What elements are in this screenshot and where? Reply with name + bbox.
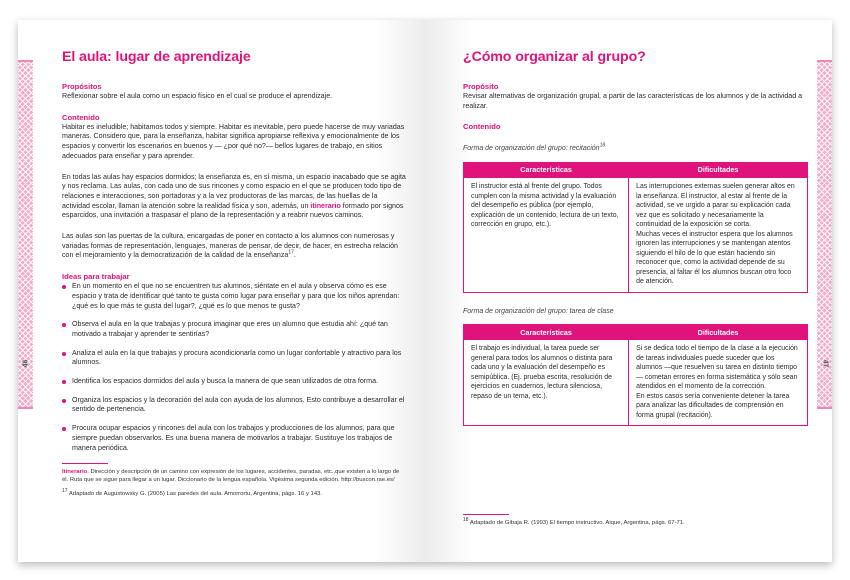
decorative-pattern-strip [18, 60, 33, 409]
cell-paragraph: En estos casos sería conveniente detener la tarea para analizar las dificultades de comprensión en forma grupal (recitación). [636, 392, 790, 419]
tarea-de-clase-table [463, 324, 808, 426]
page-number: 47 [821, 359, 829, 368]
table-header-row [464, 163, 808, 178]
decorative-pattern-strip [817, 60, 832, 409]
table-cell: El instructor está al frente del grupo. Todos cumplen con la misma actividad y la evaluación del desempeño es pública (por ejemplo, explicación de un contenido, lectura de un texto, corrección en grupo, etc.). [464, 178, 629, 293]
table-cell: El trabajo es individual, la tarea puede ser general para todos los alumnos o distinta para cada uno y la evaluación del desempeño es semipública. (Ej. prueba escrita, resolución de ejercicios en cuadernos, lectura silenciosa, repaso de un tema, etc.). [464, 340, 629, 426]
footnote-marker: 17 [288, 250, 294, 257]
footnote [463, 519, 808, 527]
footnote-divider [62, 463, 108, 464]
glossary-footnote [62, 468, 406, 484]
cell-paragraph: Si se dedica todo el tiempo de la clase a la ejecución de tareas individuales puede suceder que los alumnos —que resuelven su tarea en distinto tiempo— cometan errores en forma sistemática y sólo sean atendidos en el momento de la corrección. [636, 345, 798, 391]
glossary-term: itinerario [310, 201, 341, 210]
section-heading: Propósitos [62, 82, 102, 91]
footnote-marker: 18 [599, 143, 606, 150]
page-title: El aula: lugar de aprendizaje [62, 49, 251, 65]
page-number: 46 [22, 359, 30, 368]
ideas-list [62, 282, 406, 453]
text-run: Adaptado de Gibaja R. (1993) El tiempo instructivo. Aique, Argentina, págs. 67-71. [468, 520, 685, 526]
right-footnote-area [463, 514, 808, 527]
footnote [62, 490, 406, 498]
paragraph: Reflexionar sobre el aula como un espacio físico en el cual se produce el aprendizaje. [62, 92, 333, 100]
list-item: En un momento en el que no se encuentren tus alumnos, siéntate en el aula y observa cómo es ese espacio y trata de identificar qué tanto te gusta como lugar para enseñar y para que los niños aprendan: ¿qué es lo que más te gusta del lugar?, ¿qué es lo que menos te gusta? [62, 282, 406, 311]
text-run: En todas las aulas hay espacios dormidos; la enseñanza es, en sí misma, un espacio inacabado que se agita y nos reclama. Las aulas, con cada uno de sus rincones y como espacio en el que se producen todo tipo de relaciones e interacciones, son portadoras y a la vez productoras de las marcas, de las huellas de la actividad escolar, llaman la atención sobre la realidad física y son, además, un [62, 172, 406, 210]
footnote-marker: 18 [463, 517, 469, 524]
table-cell [629, 178, 808, 293]
column-header: Características [464, 325, 629, 340]
paragraph: Habitar es ineludible; habitamos todos y siempre. Habitar es inevitable, pero puede hacerse de muy variadas maneras. Considero que, para la enseñanza, habitar significa apropiarse reflexiva y emocionalmente de los espacios y convertir los escenarios en buenos y — ¿por qué no?— bellos lugares de trabajo, en sitios adecuados para enseñar y para aprender. [62, 122, 405, 160]
list-item: Analiza el aula en la que trabajas y procura acondicionarla como un lugar confortable y atractivo para los alumnos. [62, 349, 406, 368]
column-header: Dificultades [629, 325, 808, 340]
table-header-row [464, 325, 808, 340]
column-header: Dificultades [629, 163, 808, 178]
text-run: Las aulas son las puertas de la cultura, encargadas de poner en contacto a los alumnos con numerosas y variadas formas de representación, lenguajes, maneras de pensar, de decir, de hacer, en estrecha relación con el mejoramiento y la democratización de la calidad de la enseñanza [62, 232, 398, 260]
text-run: . Dirección y descripción de un camino con expresión de los lugares, accidentes, paradas, etc.,que existen a lo largo de él. Ruta que se sigue para llegar a un lugar. Diccionario de la lengua española. Vigésima segunda edición. http://buscon.rae.es/ [62, 469, 400, 484]
right-page-content [463, 48, 808, 426]
proposito-section [463, 82, 808, 111]
section-heading: Propósito [463, 82, 499, 91]
list-item: Procura ocupar espacios y rincones del aula con los trabajos y producciones de los alumnos, para que siempre puedan observarlos. Es una buena manera de motivarlos a trabajar. Sustituye los trabajos de manera periódica. [62, 424, 406, 453]
left-page [18, 20, 425, 562]
table-caption [463, 144, 808, 154]
list-item: Organiza los espacios y la decoración del aula con ayuda de los alumnos. Esto contribuye a desarrollar el sentido de pertenencia. [62, 396, 406, 415]
section-heading: Ideas para trabajar [62, 272, 130, 282]
left-page-content [62, 48, 406, 498]
table-row [464, 340, 808, 426]
table-cell [629, 340, 808, 426]
propositos-section [62, 82, 406, 102]
text-run: Forma de organización del grupo: recitación [463, 145, 600, 153]
footnote-marker: 17 [62, 488, 68, 495]
column-header: Características [464, 163, 629, 178]
page-title: ¿Cómo organizar al grupo? [463, 49, 646, 65]
right-page [425, 20, 832, 562]
book-spread [18, 20, 832, 562]
list-item: Identifica los espacios dormidos del aula y busca la manera de que sean utilizados de otra forma. [62, 377, 406, 387]
text-run: formado por signos esparcidos, una invitación a traspasar el plano de la representación y a reabrir nuevos caminos. [62, 201, 404, 220]
table-caption: Forma de organización del grupo: tarea de clase [463, 307, 614, 315]
section-heading: Contenido [62, 112, 100, 122]
list-item: Observa el aula en la que trabajas y procura imaginar que eres un alumno que estudia ahí: ¿qué tan motivado a trabajar y aprender te sentirías? [62, 320, 406, 339]
glossary-term: Itinerario [62, 469, 88, 476]
paragraph [62, 173, 406, 222]
paragraph: Las aulas son las puertas de la cultura, encargadas de poner en contacto a los alumnos con numerosas y variadas formas de representación, lenguajes, maneras de pensar, de decir, de hacer, en estrecha relación con el mejoramiento y la democratización de la calidad de la enseñanza$^{17}$. [62, 232, 398, 260]
cell-paragraph: Muchas veces el instructor espera que los alumnos ignoren las interrupciones y se mantengan atentos siguiendo el hilo de lo que están haciendo sin reconocer que, como la actividad depende de su presencia, al faltar él los alumnos buscan otro foco de atención. [636, 230, 793, 286]
text-run: Adaptado de Augustowsky G. (2005) Las paredes del aula. Amorrortu, Argentina, págs. 16 y 143. [67, 491, 323, 498]
contenido-section [62, 113, 406, 162]
section-heading: Contenido [463, 122, 501, 132]
paragraph: Revisar alternativas de organización grupal, a partir de las características de los alumnos y de la actividad a realizar. [463, 92, 803, 110]
recitacion-table [463, 162, 808, 293]
table-row [464, 178, 808, 293]
cell-paragraph: Las interrupciones externas suelen generar altos en la enseñanza. El instructor, al estar al frente de la actividad, se ve urgido a parar su explicación cada vez que es solicitado y necesariamente la continuidad de la exposición se corta. [636, 183, 795, 229]
footnote-divider [463, 514, 509, 515]
